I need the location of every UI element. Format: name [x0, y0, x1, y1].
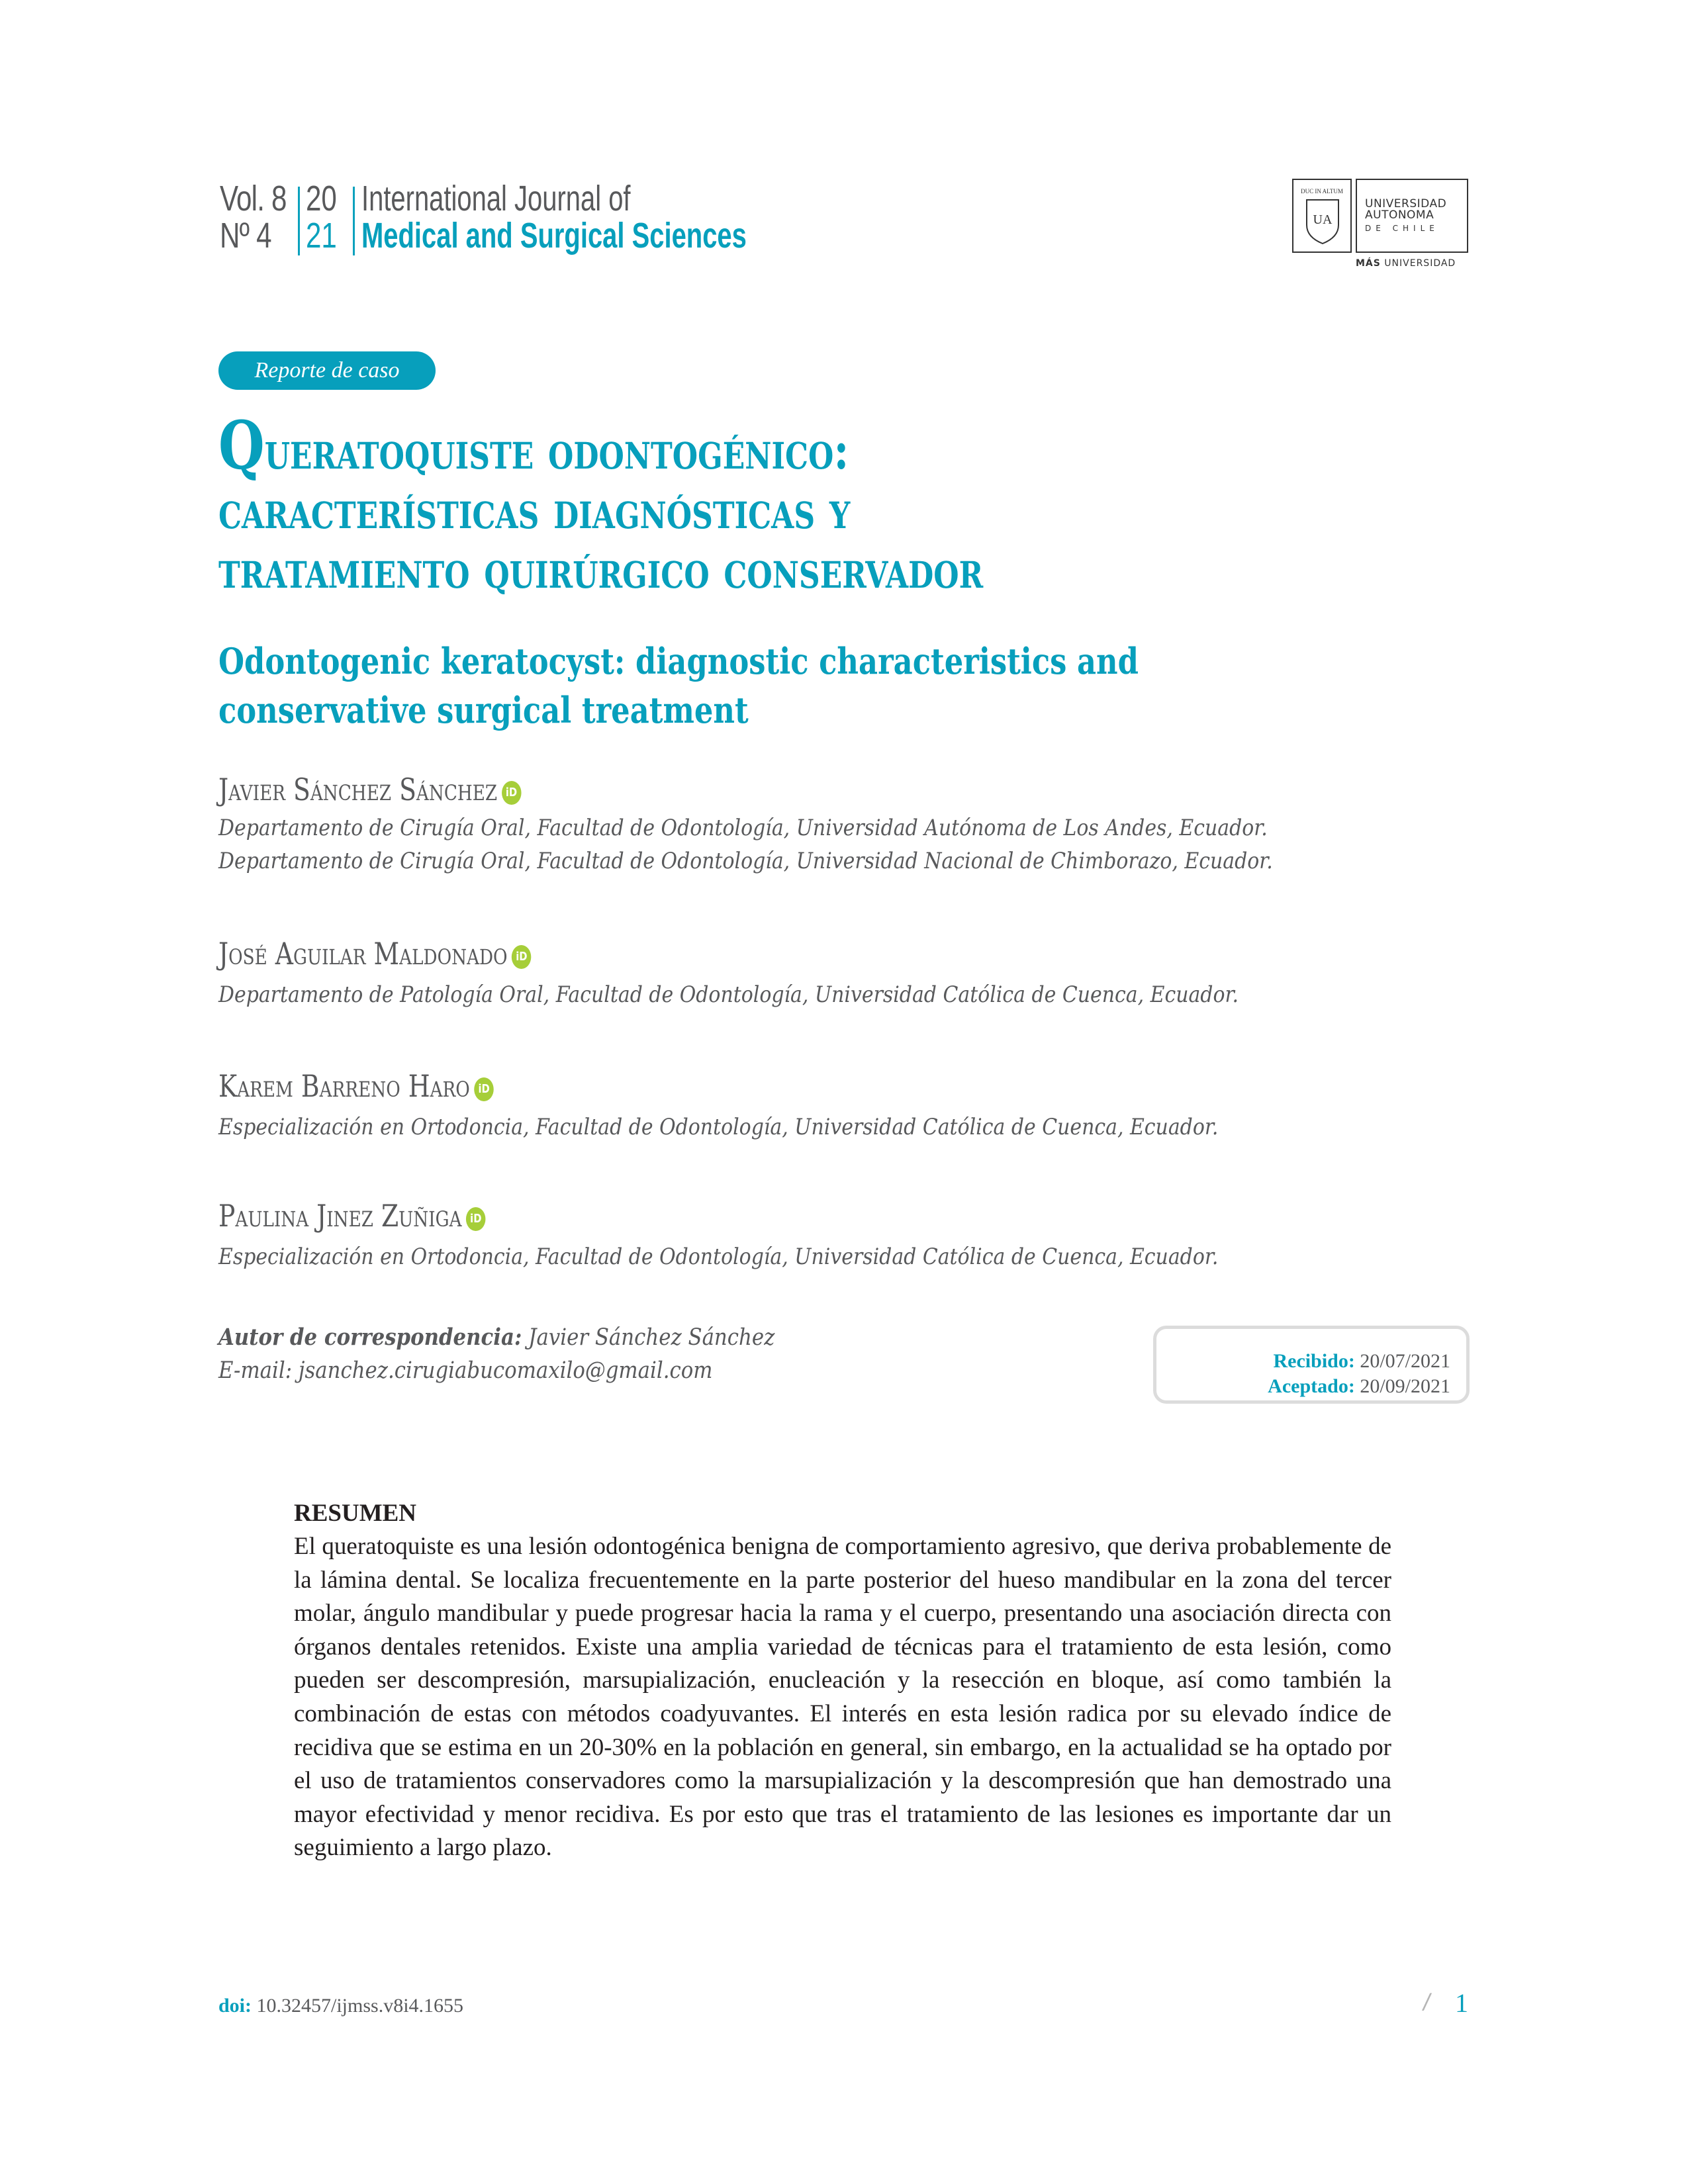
- author-name-text: Paulina Jinez Zuñiga: [218, 1198, 462, 1234]
- journal-name-line1: International Journal of: [361, 179, 631, 218]
- author-name: [218, 773, 521, 806]
- orcid-icon[interactable]: iD: [466, 1207, 486, 1231]
- author-name: [218, 1069, 494, 1103]
- email-label: E-mail:: [218, 1357, 293, 1384]
- correspondence-email: [218, 1354, 774, 1387]
- abstract-heading: RESUMEN: [294, 1500, 417, 1527]
- logo-monogram: UA: [1313, 212, 1333, 227]
- logo-tagline-bold: MÁS: [1356, 258, 1381, 269]
- year-bottom: 21: [306, 216, 337, 255]
- header-divider: [298, 187, 300, 255]
- correspondence-label: Autor de correspondencia:: [218, 1324, 522, 1351]
- author-affiliation: Departamento de Cirugía Oral, Facultad de Odontología, Universidad Nacional de Chimborazo, Ecuador.: [218, 848, 1273, 874]
- title-initial: Q: [218, 406, 265, 484]
- accepted-value: 20/09/2021: [1354, 1375, 1450, 1397]
- article-title-english: [218, 637, 1317, 735]
- doi-link[interactable]: 10.32457/ijmss.v8i4.1655: [252, 1995, 464, 2017]
- doi-label: doi:: [218, 1995, 252, 2017]
- logo-shield-box: [1292, 179, 1352, 253]
- orcid-icon[interactable]: iD: [512, 945, 532, 969]
- correspondence: [218, 1321, 774, 1387]
- logo-wordmark-box: [1356, 179, 1468, 253]
- journal-year: [306, 180, 337, 254]
- year-top: 20: [306, 179, 337, 218]
- logo-line2: AUTONOMA: [1365, 208, 1434, 222]
- author-name-text: Karem Barreno Haro: [218, 1068, 470, 1104]
- article-title: [218, 406, 1172, 600]
- dates-box: [1153, 1326, 1470, 1404]
- article-type-badge: Reporte de caso: [218, 351, 436, 390]
- journal-name: [361, 180, 747, 254]
- title-line2: características diagnósticas y: [218, 480, 851, 541]
- subtitle-line1: Odontogenic keratocyst: diagnostic characteristics and: [218, 640, 1139, 682]
- logo-motto: DUC IN ALTUM: [1301, 188, 1343, 195]
- journal-name-line2: Medical and Surgical Sciences: [361, 216, 747, 255]
- doi: [218, 1995, 463, 2017]
- author-name: [218, 1199, 486, 1232]
- logo-wordmark: [1365, 199, 1446, 221]
- orcid-icon[interactable]: iD: [502, 781, 522, 805]
- abstract-text: El queratoquiste es una lesión odontogénica benigna de comportamiento agresivo, que deriva probablemente de la lámina dental. Se localiza frecuentemente en la parte posterior del hueso mandibular en la zona del tercer molar, ángulo mandibular y puede progresar hacia la rama y el cuerpo, presentando una asociación directa con órganos dentales retenidos. Existe una amplia variedad de técnicas para el tratamiento de esta lesión, como pueden ser descompresión, marsupialización, enucleación y la resección en bloque, así como también la combinación de estas con métodos coadyuvantes. El interés en esta lesión radica por su elevado índice de recidiva que se estima en un 20-30% en la población en general, sin embargo, en la actualidad se ha optado por el uso de tratamientos conservadores como la marsupialización y la descompresión que han demostrado una mayor efectividad y menor recidiva. Es por esto que tras el tratamiento de las lesiones es importante dar un seguimiento a largo plazo.: [294, 1533, 1391, 1862]
- subtitle-line2: conservative surgical treatment: [218, 689, 749, 731]
- received-label: Recibido:: [1273, 1350, 1355, 1372]
- accepted-label: Aceptado:: [1268, 1375, 1355, 1397]
- shield-icon: [1305, 199, 1340, 245]
- email-link[interactable]: jsanchez.cirugiabucomaxilo@gmail.com: [292, 1357, 713, 1384]
- received-value: 20/07/2021: [1354, 1350, 1450, 1372]
- university-logo: [1292, 179, 1470, 275]
- orcid-icon[interactable]: iD: [474, 1077, 494, 1101]
- correspondence-author: [218, 1321, 774, 1354]
- issue-label: Nº 4: [220, 216, 271, 255]
- accepted-date: [1268, 1374, 1450, 1399]
- author-affiliation: Departamento de Patología Oral, Facultad de Odontología, Universidad Católica de Cuenca, Ecuador.: [218, 981, 1239, 1008]
- title-line1-rest: ueratoquiste odontogénico:: [264, 421, 849, 481]
- logo-tagline-rest: UNIVERSIDAD: [1380, 258, 1456, 269]
- author-affiliation: Especialización en Ortodoncia, Facultad de Odontología, Universidad Católica de Cuenca, Ecuador.: [218, 1244, 1219, 1270]
- received-date: [1268, 1349, 1450, 1374]
- volume-label: Vol. 8: [220, 179, 287, 218]
- title-line3: tratamiento quirúrgico conservador: [218, 540, 984, 600]
- header-divider: [353, 187, 355, 255]
- author-affiliation: Departamento de Cirugía Oral, Facultad de Odontología, Universidad Autónoma de Los Andes, Ecuador.: [218, 815, 1268, 841]
- title-line1: [218, 406, 1172, 484]
- page-separator: /: [1423, 1989, 1430, 2016]
- logo-line3: DE CHILE: [1365, 224, 1439, 233]
- author-name-text: José Aguilar Maldonado: [218, 936, 508, 972]
- journal-volume-issue: [220, 180, 287, 254]
- author-name-text: Javier Sánchez Sánchez: [218, 772, 498, 807]
- logo-line1: UNIVERSIDAD: [1365, 197, 1447, 210]
- author-name: [218, 937, 532, 970]
- correspondence-name: Javier Sánchez Sánchez: [522, 1324, 775, 1351]
- author-affiliation: Especialización en Ortodoncia, Facultad de Odontología, Universidad Católica de Cuenca, Ecuador.: [218, 1114, 1219, 1140]
- page-number: 1: [1455, 1988, 1468, 2018]
- logo-tagline: [1356, 258, 1456, 269]
